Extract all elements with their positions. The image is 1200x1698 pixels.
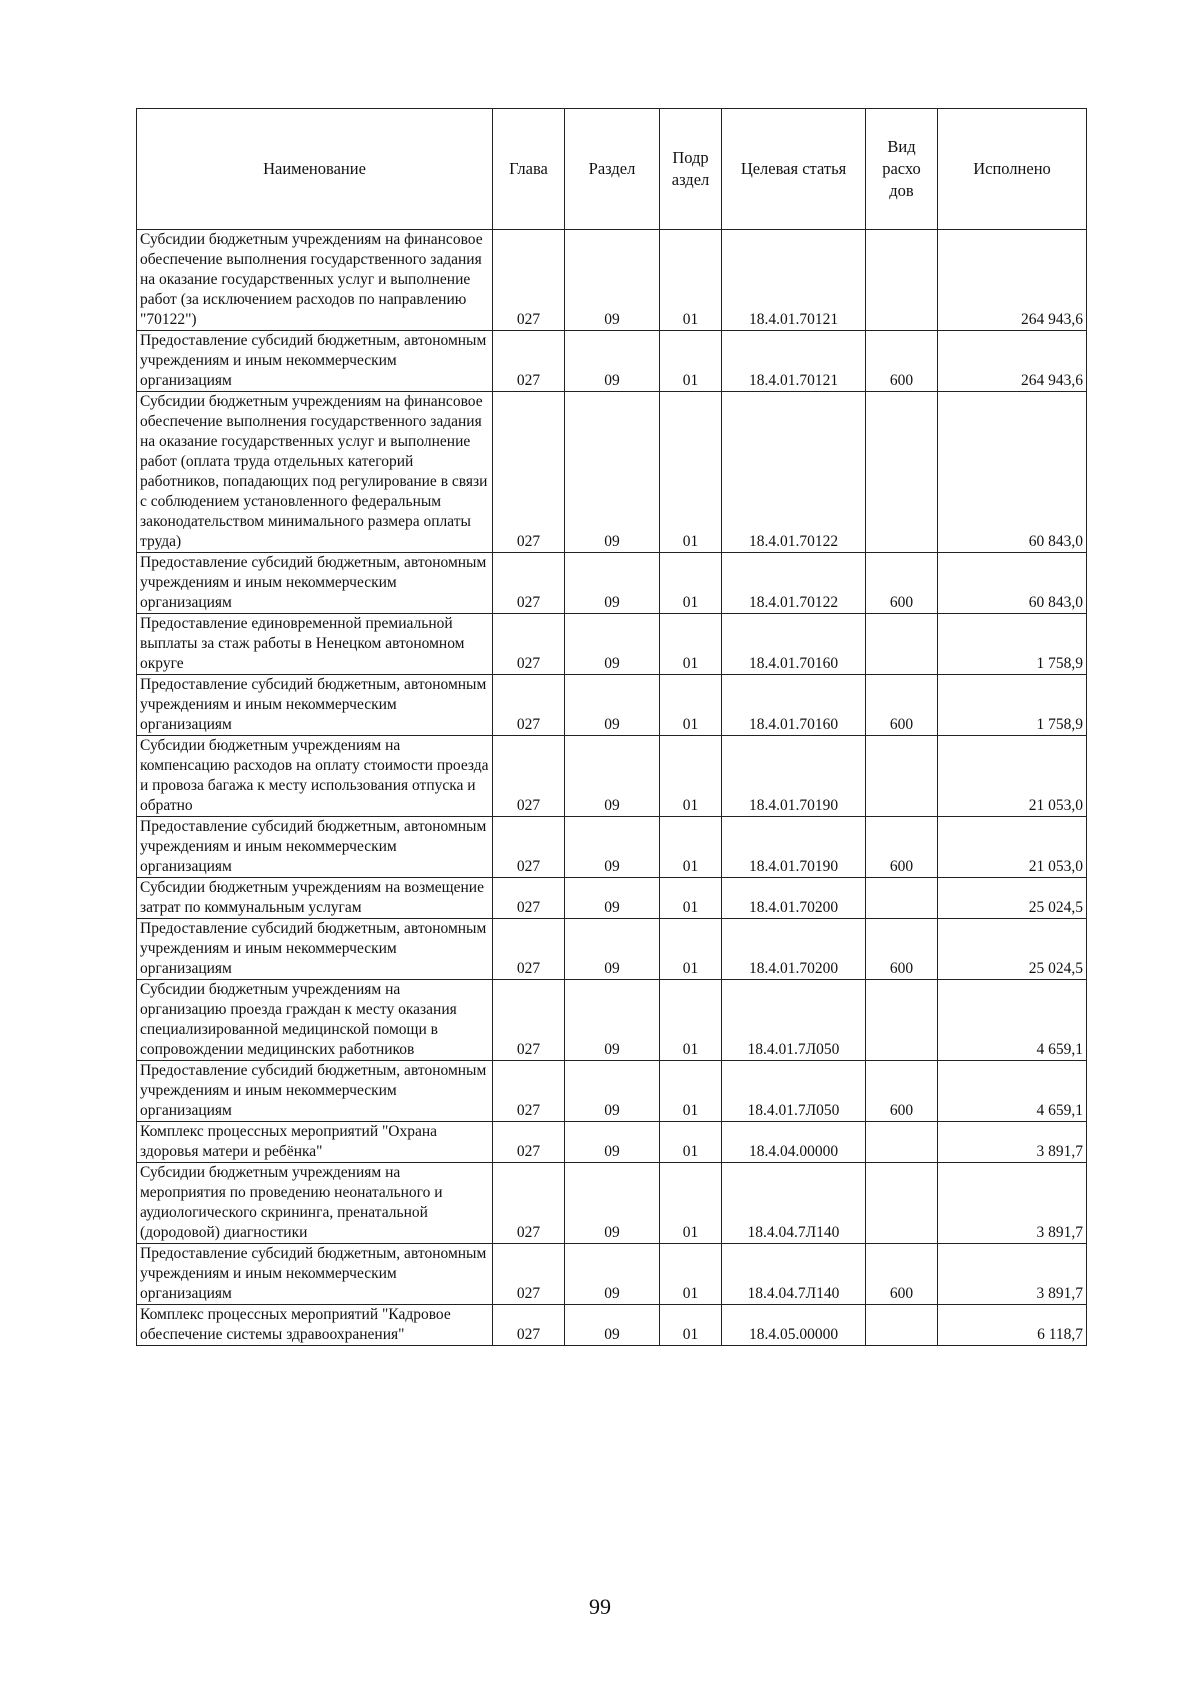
cell-name: Предоставление субсидий бюджетным, автономным учреждениям и иным некоммерческим организациям	[137, 919, 493, 980]
cell-glava: 027	[493, 1305, 565, 1346]
cell-glava: 027	[493, 1163, 565, 1244]
table-row	[137, 1163, 1087, 1244]
cell-glava: 027	[493, 736, 565, 817]
cell-name: Субсидии бюджетным учреждениям на финансовое обеспечение выполнения государственного задания на оказание государственных услуг и выполнение работ (оплата труда отдельных категорий работников, попадающих под регулирование в связи с соблюдением установленного федеральным законодательством минимального размера оплаты труда)	[137, 392, 493, 553]
cell-name: Субсидии бюджетным учреждениям на финансовое обеспечение выполнения государственного задания на оказание государственных услуг и выполнение работ (за исключением расходов по направлению "70122")	[137, 230, 493, 331]
table-row	[137, 1305, 1087, 1346]
cell-vid: 600	[866, 1244, 938, 1305]
cell-amount: 21 053,0	[938, 736, 1087, 817]
cell-vid: 600	[866, 817, 938, 878]
cell-celevaya: 18.4.01.7Л050	[722, 1061, 866, 1122]
cell-amount: 21 053,0	[938, 817, 1087, 878]
cell-name: Предоставление единовременной премиальной выплаты за стаж работы в Ненецком автономном округе	[137, 614, 493, 675]
cell-vid: 600	[866, 675, 938, 736]
cell-vid	[866, 1122, 938, 1163]
cell-glava: 027	[493, 1122, 565, 1163]
cell-celevaya: 18.4.01.70160	[722, 614, 866, 675]
cell-glava: 027	[493, 392, 565, 553]
cell-name: Субсидии бюджетным учреждениям на мероприятия по проведению неонатального и аудиологического скрининга, пренатальной (дородовой) диагностики	[137, 1163, 493, 1244]
header-ispolneno: Исполнено	[938, 109, 1087, 230]
cell-razdel: 09	[565, 1061, 660, 1122]
table-body	[137, 230, 1087, 1346]
cell-amount: 4 659,1	[938, 980, 1087, 1061]
table-row	[137, 331, 1087, 392]
cell-amount: 6 118,7	[938, 1305, 1087, 1346]
cell-amount: 3 891,7	[938, 1122, 1087, 1163]
cell-podrazdel: 01	[660, 1163, 722, 1244]
cell-vid	[866, 736, 938, 817]
cell-vid	[866, 878, 938, 919]
cell-name: Субсидии бюджетным учреждениям на организацию проезда граждан к месту оказания специализированной медицинской помощи в сопровождении медицинских работников	[137, 980, 493, 1061]
cell-podrazdel: 01	[660, 817, 722, 878]
cell-amount: 3 891,7	[938, 1163, 1087, 1244]
table-row	[137, 675, 1087, 736]
table-row	[137, 230, 1087, 331]
cell-amount: 60 843,0	[938, 553, 1087, 614]
cell-amount: 1 758,9	[938, 675, 1087, 736]
cell-vid: 600	[866, 919, 938, 980]
cell-celevaya: 18.4.01.70200	[722, 919, 866, 980]
cell-vid: 600	[866, 331, 938, 392]
cell-glava: 027	[493, 1244, 565, 1305]
cell-podrazdel: 01	[660, 1305, 722, 1346]
cell-glava: 027	[493, 553, 565, 614]
cell-razdel: 09	[565, 919, 660, 980]
cell-celevaya: 18.4.01.70121	[722, 230, 866, 331]
cell-name: Субсидии бюджетным учреждениям на возмещение затрат по коммунальным услугам	[137, 878, 493, 919]
cell-celevaya: 18.4.01.70160	[722, 675, 866, 736]
cell-glava: 027	[493, 675, 565, 736]
cell-razdel: 09	[565, 614, 660, 675]
cell-podrazdel: 01	[660, 1122, 722, 1163]
cell-glava: 027	[493, 980, 565, 1061]
cell-amount: 4 659,1	[938, 1061, 1087, 1122]
cell-razdel: 09	[565, 878, 660, 919]
cell-podrazdel: 01	[660, 230, 722, 331]
cell-razdel: 09	[565, 331, 660, 392]
budget-table	[136, 108, 1087, 1346]
cell-vid	[866, 980, 938, 1061]
cell-podrazdel: 01	[660, 1061, 722, 1122]
cell-glava: 027	[493, 614, 565, 675]
cell-vid	[866, 1163, 938, 1244]
cell-celevaya: 18.4.01.70121	[722, 331, 866, 392]
page-number: 99	[589, 1594, 611, 1619]
cell-glava: 027	[493, 331, 565, 392]
cell-name: Субсидии бюджетным учреждениям на компенсацию расходов на оплату стоимости проезда и провоза багажа к месту использования отпуска и обратно	[137, 736, 493, 817]
table-row	[137, 980, 1087, 1061]
header-razdel: Раздел	[565, 109, 660, 230]
cell-celevaya: 18.4.04.00000	[722, 1122, 866, 1163]
cell-razdel: 09	[565, 736, 660, 817]
table-row	[137, 553, 1087, 614]
table-row	[137, 919, 1087, 980]
cell-vid: 600	[866, 1061, 938, 1122]
table-row	[137, 1061, 1087, 1122]
table-row	[137, 878, 1087, 919]
header-vid: Вид расхо дов	[866, 109, 938, 230]
cell-amount: 264 943,6	[938, 230, 1087, 331]
cell-vid	[866, 392, 938, 553]
cell-name: Предоставление субсидий бюджетным, автономным учреждениям и иным некоммерческим организациям	[137, 331, 493, 392]
cell-podrazdel: 01	[660, 878, 722, 919]
cell-glava: 027	[493, 919, 565, 980]
header-glava: Глава	[493, 109, 565, 230]
cell-razdel: 09	[565, 817, 660, 878]
table-row	[137, 817, 1087, 878]
cell-celevaya: 18.4.01.70190	[722, 736, 866, 817]
cell-name: Предоставление субсидий бюджетным, автономным учреждениям и иным некоммерческим организациям	[137, 553, 493, 614]
cell-celevaya: 18.4.01.7Л050	[722, 980, 866, 1061]
cell-podrazdel: 01	[660, 736, 722, 817]
cell-podrazdel: 01	[660, 392, 722, 553]
cell-podrazdel: 01	[660, 553, 722, 614]
cell-glava: 027	[493, 878, 565, 919]
table-header-row	[137, 109, 1087, 230]
cell-razdel: 09	[565, 1244, 660, 1305]
cell-razdel: 09	[565, 675, 660, 736]
cell-razdel: 09	[565, 553, 660, 614]
cell-razdel: 09	[565, 1163, 660, 1244]
cell-podrazdel: 01	[660, 675, 722, 736]
cell-amount: 264 943,6	[938, 331, 1087, 392]
cell-podrazdel: 01	[660, 919, 722, 980]
table-row	[137, 1122, 1087, 1163]
cell-glava: 027	[493, 230, 565, 331]
cell-vid	[866, 614, 938, 675]
header-podrazdel: Подр аздел	[660, 109, 722, 230]
cell-celevaya: 18.4.01.70190	[722, 817, 866, 878]
cell-vid	[866, 230, 938, 331]
cell-celevaya: 18.4.01.70200	[722, 878, 866, 919]
cell-celevaya: 18.4.01.70122	[722, 553, 866, 614]
cell-vid	[866, 1305, 938, 1346]
cell-razdel: 09	[565, 980, 660, 1061]
cell-glava: 027	[493, 817, 565, 878]
cell-celevaya: 18.4.01.70122	[722, 392, 866, 553]
cell-celevaya: 18.4.04.7Л140	[722, 1163, 866, 1244]
cell-podrazdel: 01	[660, 614, 722, 675]
cell-amount: 1 758,9	[938, 614, 1087, 675]
header-celevaya: Целевая статья	[722, 109, 866, 230]
cell-vid: 600	[866, 553, 938, 614]
cell-podrazdel: 01	[660, 331, 722, 392]
cell-amount: 60 843,0	[938, 392, 1087, 553]
cell-amount: 25 024,5	[938, 919, 1087, 980]
cell-razdel: 09	[565, 1305, 660, 1346]
table-row	[137, 736, 1087, 817]
cell-amount: 3 891,7	[938, 1244, 1087, 1305]
cell-razdel: 09	[565, 230, 660, 331]
cell-name: Предоставление субсидий бюджетным, автономным учреждениям и иным некоммерческим организациям	[137, 1244, 493, 1305]
cell-name: Предоставление субсидий бюджетным, автономным учреждениям и иным некоммерческим организациям	[137, 817, 493, 878]
cell-celevaya: 18.4.05.00000	[722, 1305, 866, 1346]
table-row	[137, 614, 1087, 675]
cell-name: Комплекс процессных мероприятий "Охрана здоровья матери и ребёнка"	[137, 1122, 493, 1163]
cell-razdel: 09	[565, 1122, 660, 1163]
cell-podrazdel: 01	[660, 980, 722, 1061]
cell-razdel: 09	[565, 392, 660, 553]
cell-name: Комплекс процессных мероприятий "Кадровое обеспечение системы здравоохранения"	[137, 1305, 493, 1346]
cell-name: Предоставление субсидий бюджетным, автономным учреждениям и иным некоммерческим организациям	[137, 1061, 493, 1122]
table-row	[137, 392, 1087, 553]
cell-amount: 25 024,5	[938, 878, 1087, 919]
cell-celevaya: 18.4.04.7Л140	[722, 1244, 866, 1305]
cell-name: Предоставление субсидий бюджетным, автономным учреждениям и иным некоммерческим организациям	[137, 675, 493, 736]
header-name: Наименование	[137, 109, 493, 230]
table-row	[137, 1244, 1087, 1305]
cell-glava: 027	[493, 1061, 565, 1122]
cell-podrazdel: 01	[660, 1244, 722, 1305]
